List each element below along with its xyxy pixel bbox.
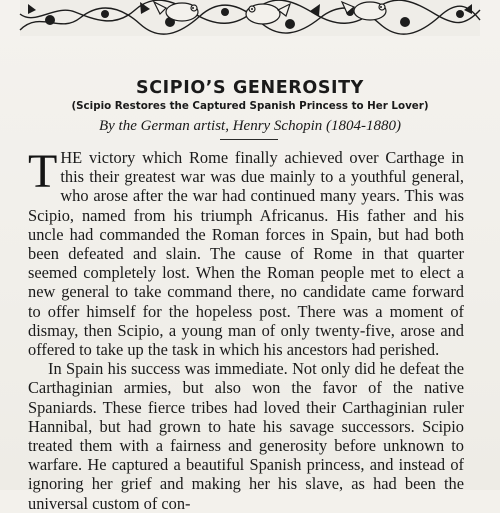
floral-birds-ornament: [20, 0, 480, 36]
paragraph-1: [28, 145, 464, 360]
title-divider: [220, 139, 278, 140]
article-byline: [0, 117, 500, 135]
article-title: SCIPIO’S GENEROSITY: [136, 78, 364, 98]
drop-cap: T: [28, 145, 58, 198]
article-subtitle: (Scipio Restores the Captured Spanish Princess to Her Lover): [71, 100, 429, 112]
paragraph-2: In Spain his success was immediate. Not only did he defeat the Carthaginian armies, but also won the favor of the native Spaniards. These fierce tribes had loved their Carthaginian ruler Hannibal, but had grown to hate his savage successors. Scipio treated them with a fairness and generosity before unknown to warfare. He captured a beautiful Spanish princess, and instead of ignoring her grief and making her his slave, as had been the universal custom of con-: [28, 359, 464, 513]
byline-dates: (1804-1880): [326, 118, 402, 134]
byline-artist: By the German artist, Henry Schopin: [98, 118, 323, 134]
paragraph-1-text: HE victory which Rome finally achieved over Carthage in this their greatest war was due mainly to a youthful general, who arose after the war had continued many years. This was Scipio, named from his triumph Africanus. His father and his uncle had commanded the Roman forces in Spain, but had both been defeated and slain. The cause of Rome in that quarter seemed completely lost. When the Roman people met to elect a new general to take command there, no candidate came forward to offer himself for the hopeless post. There was a moment of dismay, then Scipio, a young man of only twenty-five, arose and offered to take up the task in which his ancestors had perished.: [28, 148, 464, 360]
article-body: [28, 145, 464, 513]
